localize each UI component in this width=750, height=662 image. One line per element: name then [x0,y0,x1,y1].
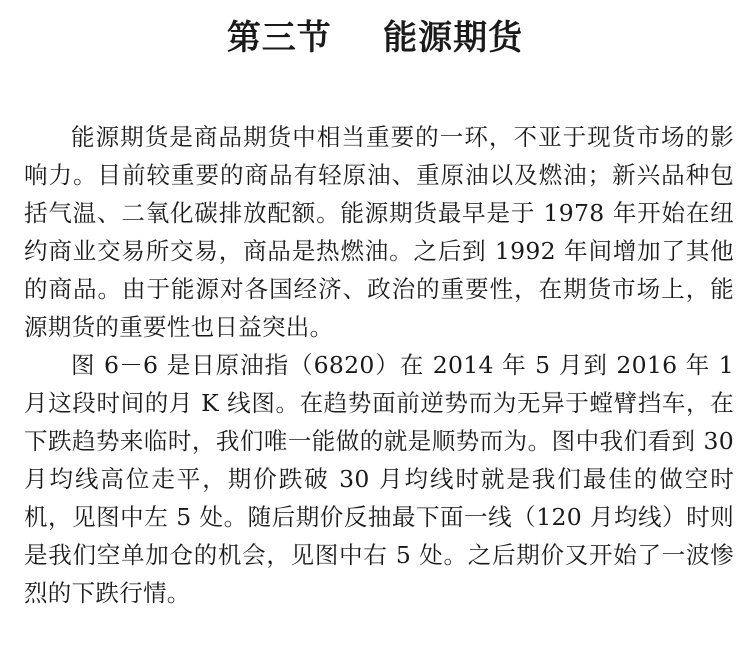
paragraph-energy-futures-intro: 能源期货是商品期货中相当重要的一环，不亚于现货市场的影响力。目前较重要的商品有轻原油、重原油以及燃油；新兴品种包括气温、二氧化碳排放配额。能源期货最早是于 1978 年开始在纽约商业交易所交易，商品是热燃油。之后到 1992 年间增加了其他的商品。由于能源对各国经济、政治的重要性，在期货市场上，能源期货的重要性也日益突出。 [24,123,734,341]
section-title: 第三节 能源期货 [226,18,524,58]
paragraph-crude-oil-chart-analysis: 图 6－6 是日原油指（6820）在 2014 年 5 月到 2016 年 1 月这段时间的月 K 线图。在趋势面前逆势而为无异于螳臂挡车，在下跌趋势来临时，我们唯一能做的就是顺势而为。图中我们看到 30 月均线高位走平，期价跌破 30 月均线时就是我们最佳的做空时机，见图中左 5 处。随后期价反抽最下面一线（120 月均线）时则是我们空单加仓的机会，见图中右 5 处。之后期价又开始了一波惨烈的下跌行情。 [24,351,734,607]
body-text [24,118,734,612]
